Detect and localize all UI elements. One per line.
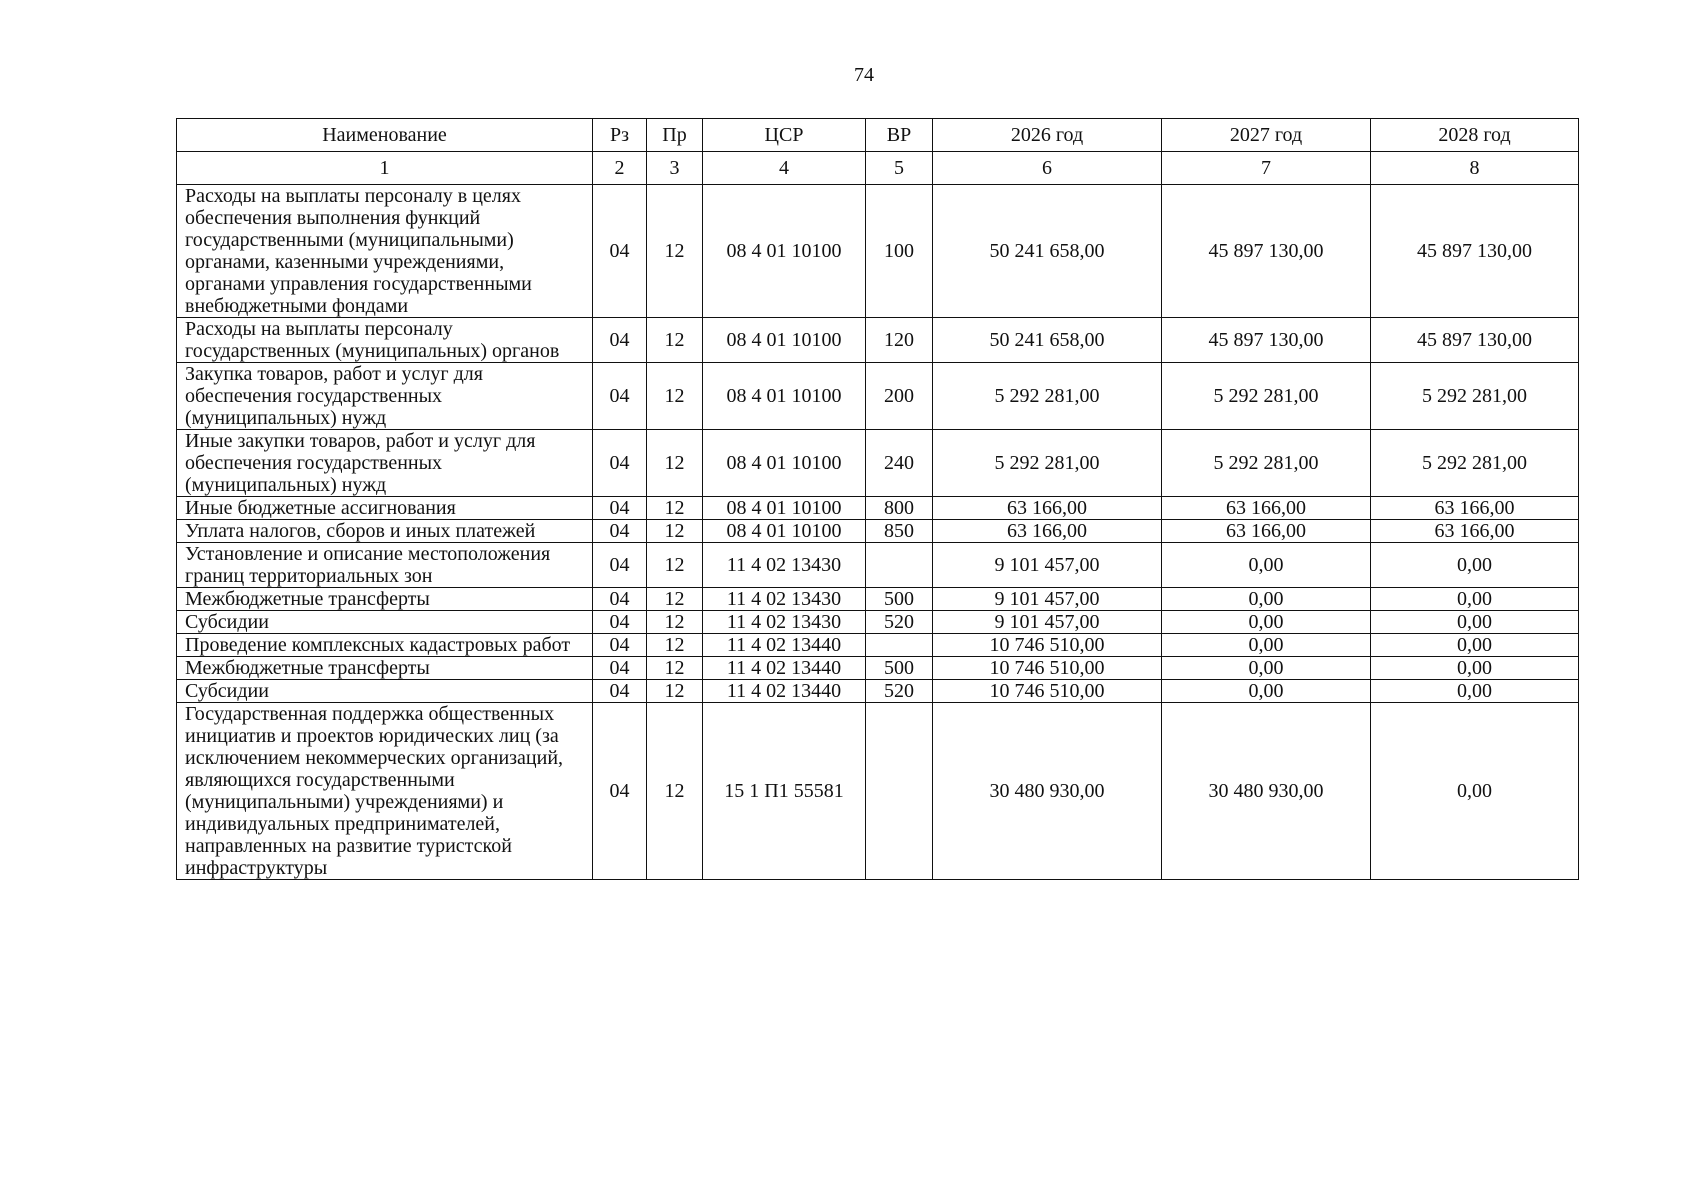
row-2027-cell: 0,00	[1162, 543, 1371, 588]
row-2027-cell: 45 897 130,00	[1162, 318, 1371, 363]
row-pr-cell: 12	[647, 318, 703, 363]
row-2026-cell: 50 241 658,00	[933, 185, 1162, 318]
row-2027-cell: 63 166,00	[1162, 497, 1371, 520]
row-2026-cell: 50 241 658,00	[933, 318, 1162, 363]
table-row	[177, 703, 1579, 880]
header-2028: 2028 год	[1371, 119, 1579, 152]
row-csr-cell: 08 4 01 10100	[703, 497, 866, 520]
row-vr-cell: 520	[866, 611, 933, 634]
row-name-cell: Субсидии	[177, 680, 593, 703]
row-rz-cell: 04	[593, 680, 647, 703]
row-pr-cell: 12	[647, 363, 703, 430]
column-number: 2	[593, 152, 647, 185]
row-2026-cell: 9 101 457,00	[933, 611, 1162, 634]
row-2028-cell: 45 897 130,00	[1371, 318, 1579, 363]
table-row	[177, 634, 1579, 657]
row-2027-cell: 0,00	[1162, 657, 1371, 680]
row-2026-cell: 63 166,00	[933, 520, 1162, 543]
row-csr-cell: 11 4 02 13440	[703, 634, 866, 657]
column-number: 6	[933, 152, 1162, 185]
row-2026-cell: 5 292 281,00	[933, 363, 1162, 430]
row-csr-cell: 08 4 01 10100	[703, 185, 866, 318]
row-pr-cell: 12	[647, 611, 703, 634]
table-row	[177, 611, 1579, 634]
column-number: 4	[703, 152, 866, 185]
row-vr-cell: 500	[866, 657, 933, 680]
row-2028-cell: 0,00	[1371, 657, 1579, 680]
table-row	[177, 318, 1579, 363]
table-row	[177, 520, 1579, 543]
row-2027-cell: 0,00	[1162, 680, 1371, 703]
row-2027-cell: 0,00	[1162, 634, 1371, 657]
row-2028-cell: 0,00	[1371, 611, 1579, 634]
row-name-cell: Расходы на выплаты персоналу государственных (муниципальных) органов	[177, 318, 593, 363]
row-2028-cell: 45 897 130,00	[1371, 185, 1579, 318]
column-number: 1	[177, 152, 593, 185]
row-csr-cell: 11 4 02 13430	[703, 588, 866, 611]
row-rz-cell: 04	[593, 185, 647, 318]
row-rz-cell: 04	[593, 520, 647, 543]
row-rz-cell: 04	[593, 657, 647, 680]
row-name-cell: Иные закупки товаров, работ и услуг для обеспечения государственных (муниципальных) нужд	[177, 430, 593, 497]
row-csr-cell: 08 4 01 10100	[703, 363, 866, 430]
table-row	[177, 543, 1579, 588]
row-2028-cell: 0,00	[1371, 543, 1579, 588]
row-2026-cell: 9 101 457,00	[933, 588, 1162, 611]
row-vr-cell: 240	[866, 430, 933, 497]
header-row	[177, 119, 1579, 152]
column-number: 3	[647, 152, 703, 185]
row-vr-cell	[866, 703, 933, 880]
row-vr-cell: 500	[866, 588, 933, 611]
row-2027-cell: 45 897 130,00	[1162, 185, 1371, 318]
row-2027-cell: 5 292 281,00	[1162, 430, 1371, 497]
row-vr-cell: 520	[866, 680, 933, 703]
row-rz-cell: 04	[593, 588, 647, 611]
row-rz-cell: 04	[593, 430, 647, 497]
row-2027-cell: 0,00	[1162, 588, 1371, 611]
row-rz-cell: 04	[593, 497, 647, 520]
row-2027-cell: 63 166,00	[1162, 520, 1371, 543]
row-vr-cell	[866, 634, 933, 657]
table-row	[177, 363, 1579, 430]
row-pr-cell: 12	[647, 185, 703, 318]
row-vr-cell: 120	[866, 318, 933, 363]
budget-table	[176, 118, 1579, 880]
row-csr-cell: 11 4 02 13440	[703, 680, 866, 703]
row-csr-cell: 08 4 01 10100	[703, 520, 866, 543]
header-name: Наименование	[177, 119, 593, 152]
row-2026-cell: 10 746 510,00	[933, 680, 1162, 703]
row-rz-cell: 04	[593, 363, 647, 430]
row-2026-cell: 10 746 510,00	[933, 634, 1162, 657]
row-2028-cell: 0,00	[1371, 680, 1579, 703]
row-2028-cell: 5 292 281,00	[1371, 363, 1579, 430]
row-pr-cell: 12	[647, 520, 703, 543]
row-vr-cell: 800	[866, 497, 933, 520]
row-csr-cell: 15 1 П1 55581	[703, 703, 866, 880]
row-pr-cell: 12	[647, 634, 703, 657]
row-rz-cell: 04	[593, 634, 647, 657]
row-vr-cell: 200	[866, 363, 933, 430]
row-name-cell: Государственная поддержка общественных инициатив и проектов юридических лиц (за исключением некоммерческих организаций, являющихся государственными (муниципальными) учреждениями) и индивидуальных предпринимателей, направленных на развитие туристской инфраструктуры	[177, 703, 593, 880]
row-csr-cell: 08 4 01 10100	[703, 430, 866, 497]
header-2026: 2026 год	[933, 119, 1162, 152]
row-rz-cell: 04	[593, 611, 647, 634]
column-number: 5	[866, 152, 933, 185]
row-pr-cell: 12	[647, 588, 703, 611]
row-name-cell: Уплата налогов, сборов и иных платежей	[177, 520, 593, 543]
row-2028-cell: 0,00	[1371, 588, 1579, 611]
row-pr-cell: 12	[647, 430, 703, 497]
row-2027-cell: 30 480 930,00	[1162, 703, 1371, 880]
row-2026-cell: 30 480 930,00	[933, 703, 1162, 880]
row-pr-cell: 12	[647, 497, 703, 520]
row-name-cell: Иные бюджетные ассигнования	[177, 497, 593, 520]
row-2028-cell: 0,00	[1371, 634, 1579, 657]
column-number: 8	[1371, 152, 1579, 185]
row-2028-cell: 5 292 281,00	[1371, 430, 1579, 497]
column-number: 7	[1162, 152, 1371, 185]
row-name-cell: Расходы на выплаты персоналу в целях обеспечения выполнения функций государственными (муниципальными) органами, казенными учреждениями, органами управления государственными внебюджетными фондами	[177, 185, 593, 318]
table-row	[177, 680, 1579, 703]
row-csr-cell: 11 4 02 13430	[703, 543, 866, 588]
header-2027: 2027 год	[1162, 119, 1371, 152]
row-rz-cell: 04	[593, 543, 647, 588]
row-vr-cell: 100	[866, 185, 933, 318]
row-csr-cell: 11 4 02 13430	[703, 611, 866, 634]
row-name-cell: Межбюджетные трансферты	[177, 657, 593, 680]
row-2026-cell: 9 101 457,00	[933, 543, 1162, 588]
row-2028-cell: 63 166,00	[1371, 497, 1579, 520]
table-row	[177, 497, 1579, 520]
row-pr-cell: 12	[647, 657, 703, 680]
row-pr-cell: 12	[647, 703, 703, 880]
row-2027-cell: 5 292 281,00	[1162, 363, 1371, 430]
row-name-cell: Субсидии	[177, 611, 593, 634]
table-row	[177, 657, 1579, 680]
column-number-row	[177, 152, 1579, 185]
row-2028-cell: 63 166,00	[1371, 520, 1579, 543]
header-csr: ЦСР	[703, 119, 866, 152]
header-pr: Пр	[647, 119, 703, 152]
row-2026-cell: 10 746 510,00	[933, 657, 1162, 680]
row-vr-cell: 850	[866, 520, 933, 543]
row-name-cell: Закупка товаров, работ и услуг для обеспечения государственных (муниципальных) нужд	[177, 363, 593, 430]
row-2026-cell: 5 292 281,00	[933, 430, 1162, 497]
row-pr-cell: 12	[647, 543, 703, 588]
row-name-cell: Установление и описание местоположения границ территориальных зон	[177, 543, 593, 588]
header-vr: ВР	[866, 119, 933, 152]
table-row	[177, 588, 1579, 611]
row-name-cell: Проведение комплексных кадастровых работ	[177, 634, 593, 657]
row-rz-cell: 04	[593, 318, 647, 363]
row-csr-cell: 08 4 01 10100	[703, 318, 866, 363]
row-rz-cell: 04	[593, 703, 647, 880]
table-row	[177, 430, 1579, 497]
row-vr-cell	[866, 543, 933, 588]
header-rz: Рз	[593, 119, 647, 152]
row-2028-cell: 0,00	[1371, 703, 1579, 880]
row-2027-cell: 0,00	[1162, 611, 1371, 634]
row-csr-cell: 11 4 02 13440	[703, 657, 866, 680]
row-name-cell: Межбюджетные трансферты	[177, 588, 593, 611]
page-number: 74	[854, 64, 874, 86]
table-row	[177, 185, 1579, 318]
row-2026-cell: 63 166,00	[933, 497, 1162, 520]
row-pr-cell: 12	[647, 680, 703, 703]
